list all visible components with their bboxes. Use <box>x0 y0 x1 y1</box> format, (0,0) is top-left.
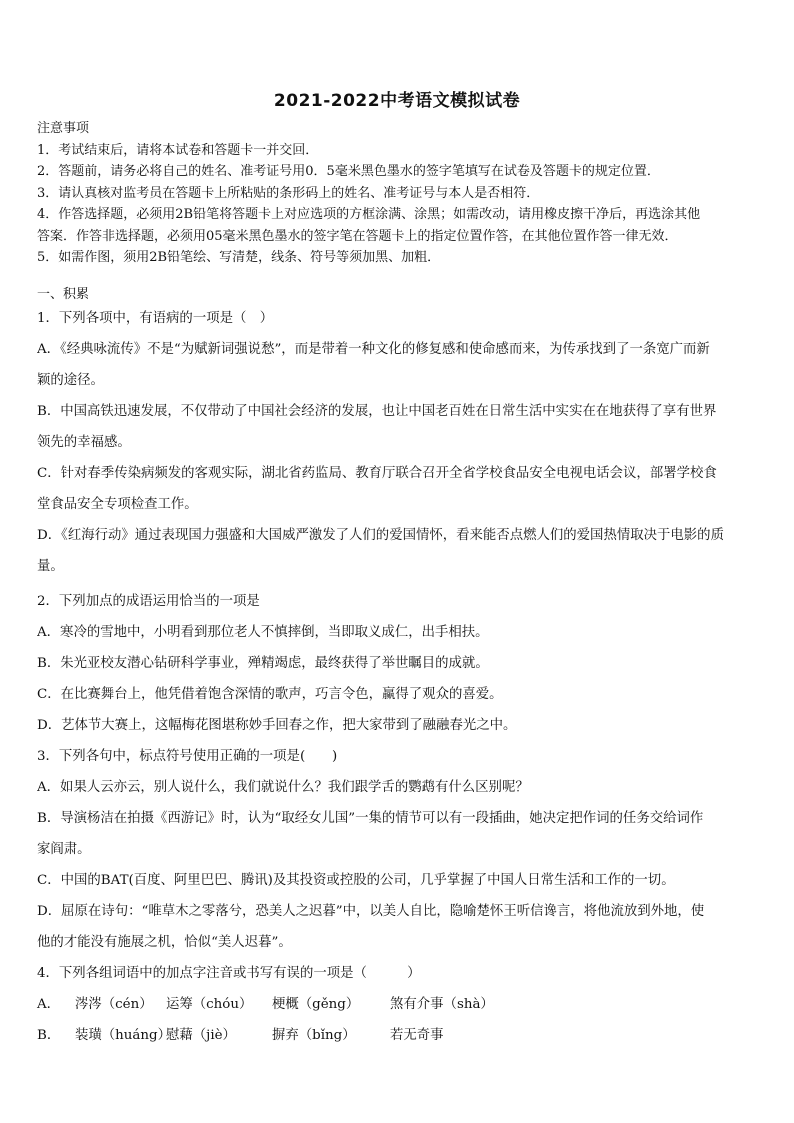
question-stem: 3．下列各句中，标点符号使用正确的一项是( ) <box>37 749 338 764</box>
question-stem: 1．下列各项中，有语病的一项是（ ） <box>37 311 274 326</box>
option-line: A．寒冷的雪地中，小明看到那位老人不慎摔倒，当即取义成仁，出手相扶。 <box>37 625 489 640</box>
word-item: 梗概（gěng） <box>272 997 360 1012</box>
option-line: C．针对春季传染病频发的客观实际，湖北省药监局、教育厅联合召开全省学校食品安全电视电话会议，部署学校食 <box>37 466 717 481</box>
option-line: 领先的幸福感。 <box>37 435 131 450</box>
notice-line: 5．如需作图，须用2B铅笔绘、写清楚，线条、符号等须加黑、加粗． <box>37 250 441 265</box>
word-item: 若无奇事 <box>390 1028 444 1043</box>
option-line: 他的才能没有施展之机，恰似“美人迟暮”。 <box>37 935 292 950</box>
notice-line: 2．答题前，请务必将自己的姓名、准考证号用0．5毫米黑色墨水的签字笔填写在试卷及答题卡的规定位置． <box>37 164 660 179</box>
exam-title: 2021-2022中考语文模拟试卷 <box>273 91 521 111</box>
option-line: C．中国的BAT(百度、阿里巴巴、腾讯)及其投资或控股的公司，几乎掌握了中国人日常生活和工作的一切。 <box>37 873 675 888</box>
option-line: A．《经典咏流传》不是“为赋新词强说愁”，而是带着一种文化的修复感和使命感而来，为传承找到了一条宽广而新 <box>37 342 710 357</box>
word-item: 煞有介事（shà） <box>390 997 494 1012</box>
option-line: 堂食品安全专项检查工作。 <box>37 497 198 512</box>
notice-line: 1．考试结束后，请将本试卷和答题卡一并交回． <box>37 142 319 158</box>
question-4 <box>37 958 762 1051</box>
option-line: D．《红海行动》通过表现国力强盛和大国威严激发了人们的爱国情怀，看来能否点燃人们的爱国热情取决于电影的质 <box>37 528 724 543</box>
option-line: 量。 <box>37 559 64 574</box>
notice-line: 答案．作答非选择题，必须用05毫米黑色墨水的签字笔在答题卡上的指定位置作答，在其他位置作答一律无效． <box>37 228 678 244</box>
notice-heading: 注意事项 <box>37 121 90 136</box>
question-stem: 4．下列各组词语中的加点字注音或书写有误的一项是（ ） <box>37 966 421 981</box>
option-line: B．中国高铁迅速发展，不仅带动了中国社会经济的发展，也让中国老百姓在日常生活中实实在在地获得了享有世界 <box>37 404 717 419</box>
option-line: D．艺体节大赛上，这幅梅花图堪称妙手回春之作，把大家带到了融融春光之中。 <box>37 718 517 733</box>
word-item: 慰藉（jiè） <box>166 1028 236 1043</box>
option-a-row <box>37 989 762 1020</box>
word-item: 装璜（huáng） <box>75 1028 171 1043</box>
question-3 <box>37 741 762 958</box>
question-stem: 2．下列加点的成语运用恰当的一项是 <box>37 594 260 609</box>
option-line: B．朱光亚校友潜心钻研科学事业，殚精竭虑，最终获得了举世瞩目的成就。 <box>37 656 489 671</box>
option-line: A．如果人云亦云，别人说什么，我们就说什么？我们跟学舌的鹦鹉有什么区别呢？ <box>37 780 529 795</box>
notice-line: 4．作答选择题，必须用2B铅笔将答题卡上对应选项的方框涂满、涂黑；如需改动，请用橡皮擦干净后，再选涂其他 <box>37 207 701 222</box>
section-heading: 一、积累 <box>37 287 90 302</box>
word-item: 运筹（chóu） <box>166 997 253 1012</box>
option-label: A． <box>37 997 61 1012</box>
question-2 <box>37 586 762 741</box>
option-line: 颖的途径。 <box>37 373 104 388</box>
question-1 <box>37 303 762 582</box>
option-line: B．导演杨洁在拍摄《西游记》时，认为“取经女儿国”一集的情节可以有一段插曲，她决定把作词的任务交给词作 <box>37 811 704 826</box>
option-b-row <box>37 1020 762 1051</box>
option-line: D．屈原在诗句：“唯草木之零落兮，恐美人之迟暮”中，以美人自比，隐喻楚怀王听信谗言，将他流放到外地，使 <box>37 904 705 919</box>
word-item: 摒弃（bǐng） <box>272 1028 356 1043</box>
word-item: 涔涔（cén） <box>75 997 153 1012</box>
option-line: 家阎肃。 <box>37 842 91 857</box>
option-label: B． <box>37 1028 61 1043</box>
notice-block <box>37 118 762 269</box>
option-line: C．在比赛舞台上，他凭借着饱含深情的歌声，巧言令色，赢得了观众的喜爱。 <box>37 687 503 702</box>
notice-line: 3．请认真核对监考员在答题卡上所粘贴的条形码上的姓名、准考证号与本人是否相符． <box>37 185 540 201</box>
